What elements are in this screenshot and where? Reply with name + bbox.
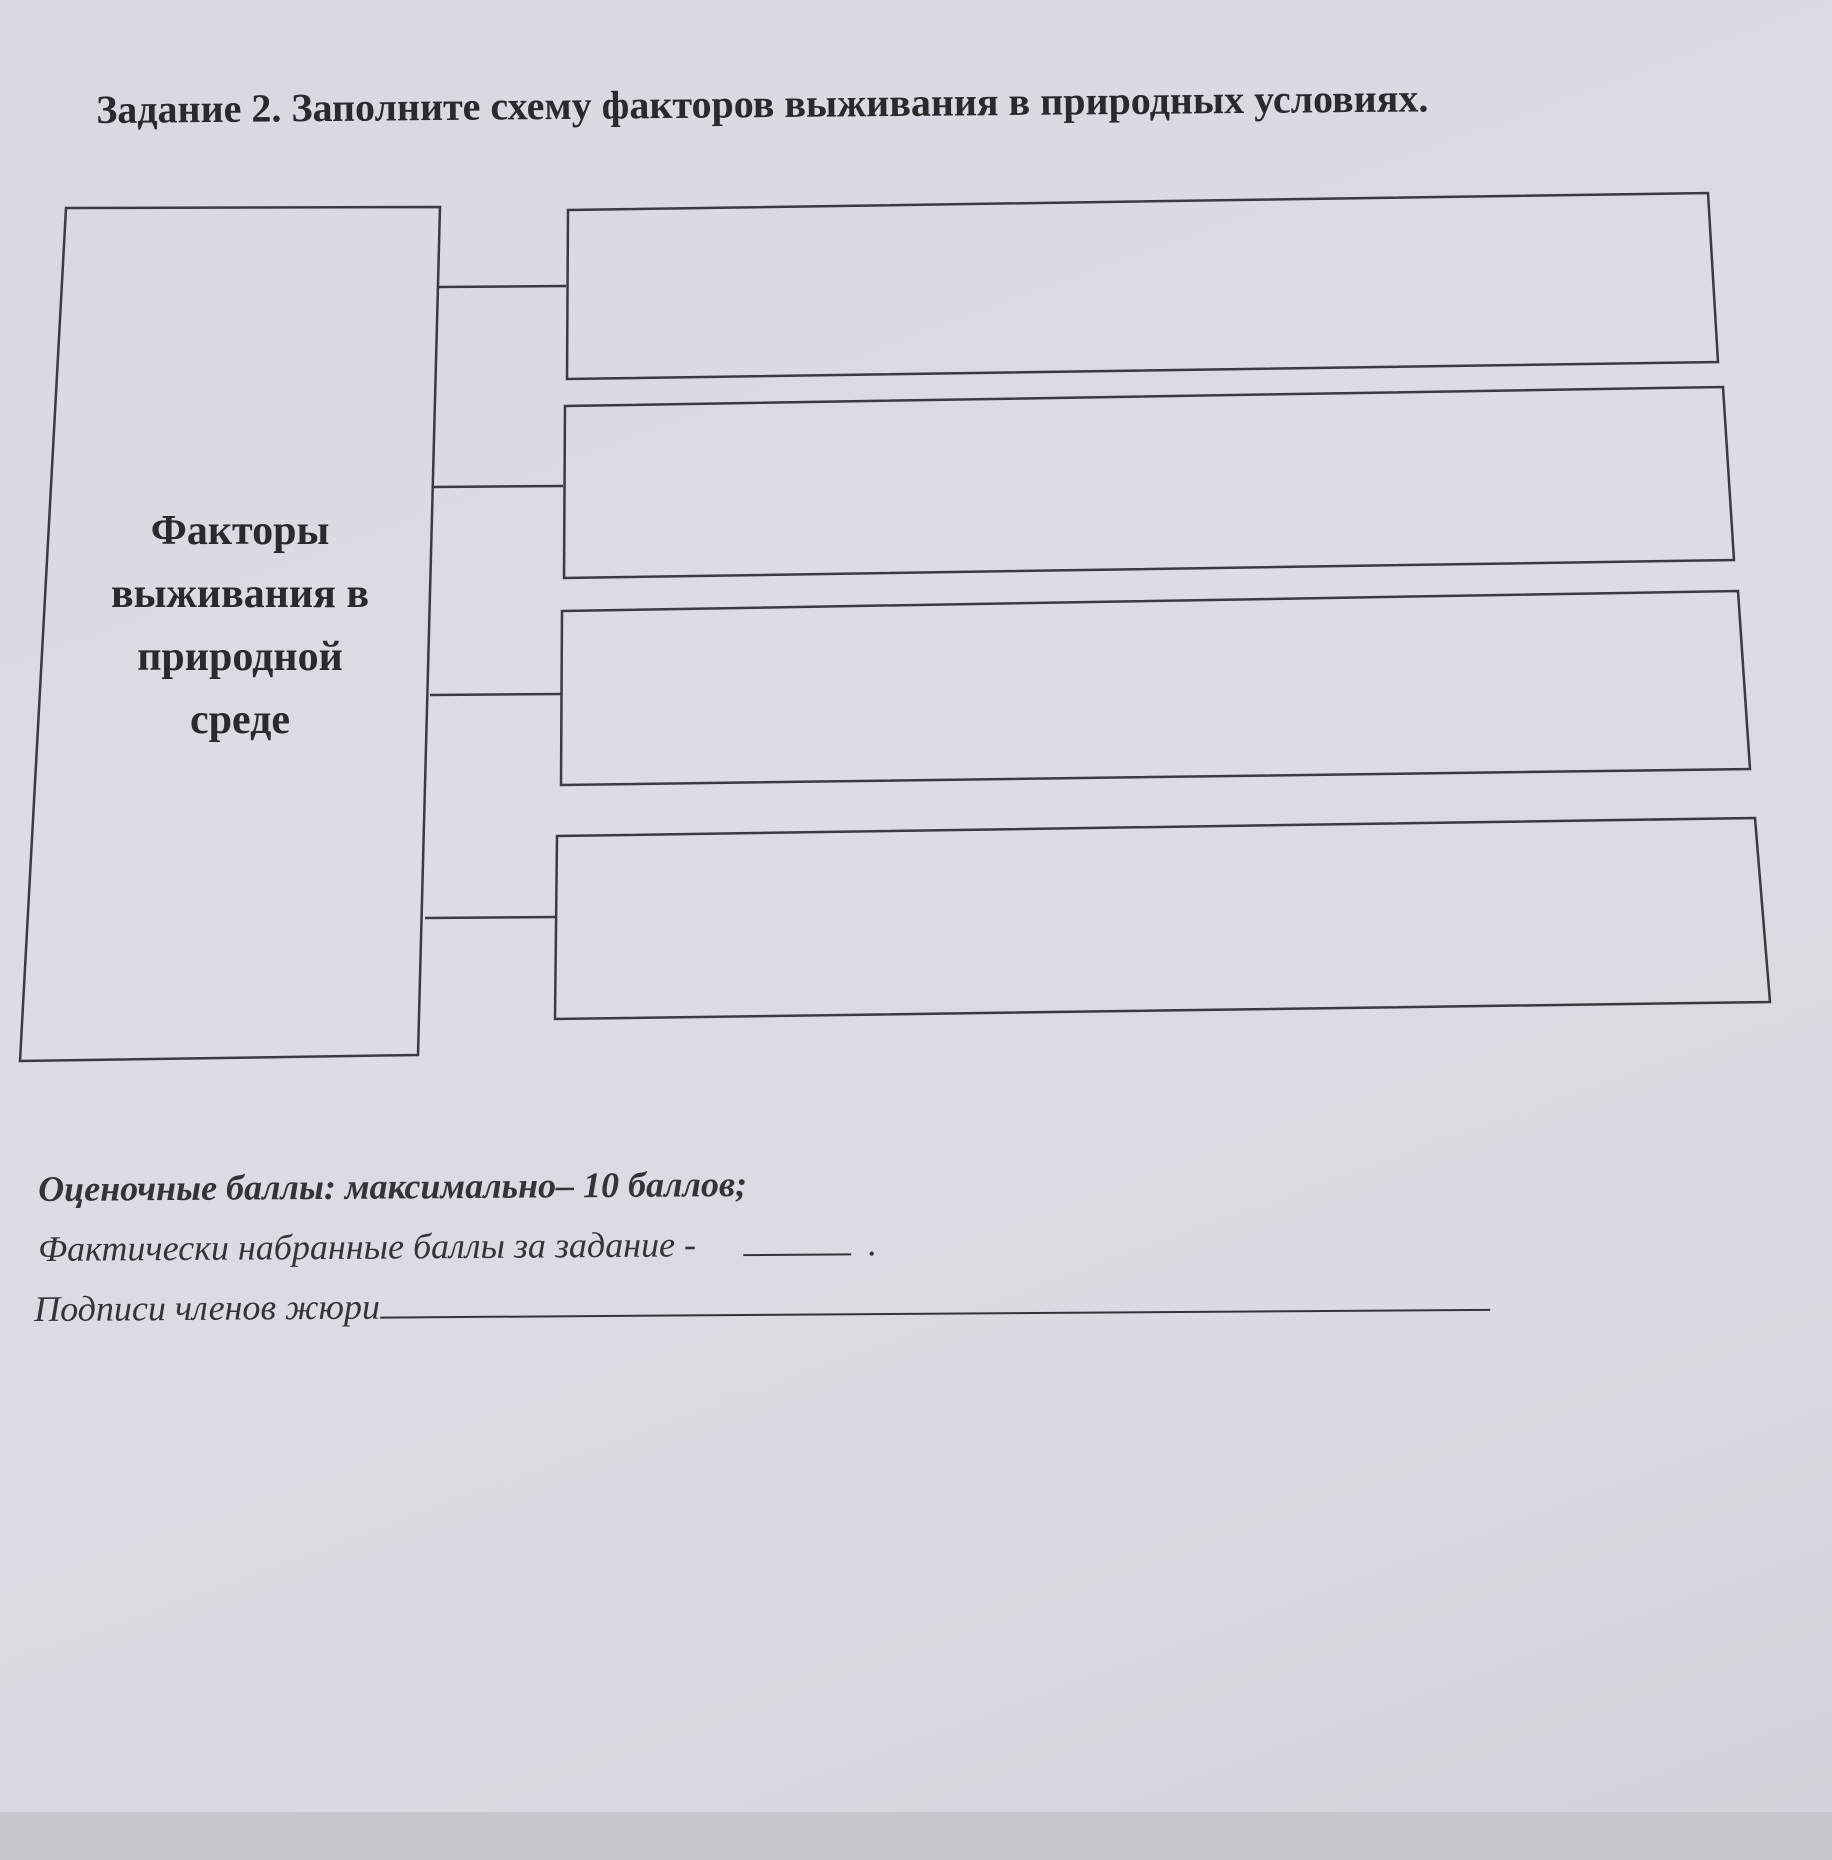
max-score-line xyxy=(38,1163,747,1210)
center-label-line-4: среде xyxy=(190,697,290,743)
center-label-line-2: выживания в xyxy=(110,571,370,617)
central-block-label xyxy=(70,500,410,752)
actual-score-end: . xyxy=(867,1223,878,1264)
center-label-line-3: природной xyxy=(137,634,343,680)
actual-score-line xyxy=(38,1222,877,1270)
connector-2 xyxy=(434,486,563,487)
jury-signature-blank[interactable] xyxy=(380,1309,1490,1319)
answer-box-2[interactable] xyxy=(564,387,1734,578)
connector-3 xyxy=(430,694,561,695)
max-score-prefix: Оценочные баллы: максимально– xyxy=(38,1165,575,1209)
connector-1 xyxy=(438,286,566,287)
max-score-suffix: ; xyxy=(734,1164,748,1205)
task-title: Задание 2. Заполните схему факторов выживания в природных условиях. xyxy=(96,75,1429,132)
answer-box-4[interactable] xyxy=(555,818,1770,1019)
answer-box-1[interactable] xyxy=(567,193,1718,379)
answer-box-3[interactable] xyxy=(561,591,1750,785)
actual-score-label: Фактически набранные баллы за задание - xyxy=(38,1224,697,1269)
center-label-line-1: Факторы xyxy=(150,508,330,554)
actual-score-blank[interactable] xyxy=(743,1253,851,1256)
connector-4 xyxy=(425,917,557,918)
max-score-value: 10 баллов xyxy=(582,1164,736,1206)
jury-label: Подписи членов жюри xyxy=(34,1286,381,1329)
